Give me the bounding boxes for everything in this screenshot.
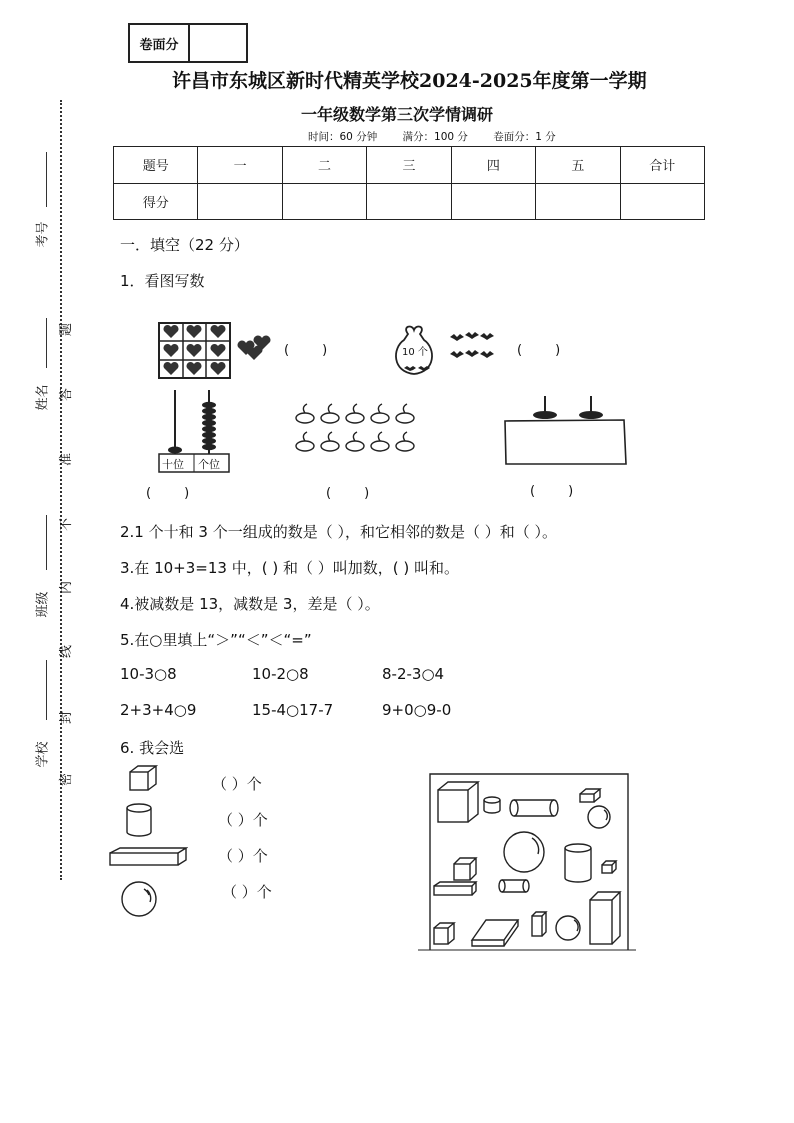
table-cell: 合计 (620, 147, 704, 184)
compare-item[interactable]: 9+0○9-0 (382, 701, 452, 719)
xingming-label: 姓名 (35, 384, 51, 411)
cylinder-count-blank[interactable]: （ ）个 (218, 811, 268, 829)
score-table-score-row (114, 183, 705, 220)
question-1: 1．看图写数 (120, 272, 205, 290)
counting-frame-picture (500, 388, 630, 468)
question-5: 5.在○里填上“＞”“＜”＜“=” (120, 631, 312, 649)
banji-line (46, 515, 47, 570)
seal-char: 准 (59, 452, 75, 467)
question-2: 2.1 个十和 3 个一组成的数是（ ），和它相邻的数是（ ）和（ ）。 (120, 523, 558, 541)
xingming-line (46, 318, 47, 368)
score-table-header-row (114, 147, 705, 184)
score-blank[interactable] (367, 183, 451, 220)
answer-blank-balloons[interactable]: ( ) (326, 486, 370, 501)
kaohao-line (46, 152, 47, 207)
compare-item[interactable]: 8-2-3○4 (382, 665, 445, 683)
table-cell: 一 (198, 147, 282, 184)
exam-subtitle: 一年级数学第三次学情调研 (300, 105, 493, 124)
table-cell: 五 (536, 147, 620, 184)
abacus-ones-label: 个位 (198, 458, 220, 471)
abacus-tens-label: 十位 (162, 458, 184, 471)
seal-char: 题 (59, 322, 75, 337)
seal-char: 不 (59, 517, 75, 532)
exam-full-score: 满分：100 分 (402, 131, 468, 143)
xuexiao-label: 学校 (35, 741, 51, 768)
score-blank[interactable] (282, 183, 366, 220)
hearts-picture (158, 320, 278, 380)
answer-blank-frame[interactable]: ( ) (530, 484, 574, 499)
neatness-score-blank[interactable] (190, 25, 246, 61)
seal-char: 密 (59, 772, 75, 787)
table-cell: 三 (367, 147, 451, 184)
sphere-count-blank[interactable]: （ ）个 (222, 883, 272, 901)
xuexiao-line (46, 660, 47, 720)
exam-neat-score: 卷面分：1 分 (493, 131, 556, 143)
table-cell: 得分 (114, 183, 198, 220)
shapes-collection-picture (416, 770, 638, 952)
score-blank[interactable] (536, 183, 620, 220)
score-blank[interactable] (198, 183, 282, 220)
neatness-score-box (128, 23, 248, 63)
kaohao-label: 考号 (35, 221, 51, 248)
answer-blank-hearts[interactable]: ( ) (284, 343, 328, 358)
bag-label: 10 个 (402, 347, 428, 358)
answer-blank-bats[interactable]: ( ) (517, 343, 561, 358)
question-6: 6. 我会选 (120, 739, 185, 757)
cuboid-icon (108, 846, 188, 868)
cube-count-blank[interactable]: （ ）个 (212, 775, 262, 793)
seal-char: 答 (59, 387, 75, 402)
score-table (113, 146, 705, 220)
seal-char: 内 (59, 580, 75, 595)
cylinder-icon (124, 802, 156, 838)
score-blank[interactable] (620, 183, 704, 220)
compare-item[interactable]: 2+3+4○9 (120, 701, 197, 719)
exam-title: 许昌市东城区新时代精英学校2024-2025年度第一学期 (172, 70, 647, 92)
exam-time: 时间：60 分钟 (308, 131, 378, 143)
question-4: 4.被减数是 13，减数是 3，差是（ ）。 (120, 595, 380, 613)
table-cell: 四 (451, 147, 535, 184)
compare-item[interactable]: 10-3○8 (120, 665, 177, 683)
neatness-score-label: 卷面分 (130, 25, 190, 61)
score-blank[interactable] (451, 183, 535, 220)
seal-dotted-line (60, 100, 62, 880)
balloons-picture (295, 402, 425, 457)
answer-blank-abacus[interactable]: ( ) (146, 486, 190, 501)
compare-item[interactable]: 15-4○17-7 (252, 701, 334, 719)
table-cell: 题号 (114, 147, 198, 184)
banji-label: 班级 (35, 591, 51, 618)
exam-meta (308, 129, 578, 144)
sphere-icon (120, 880, 158, 918)
seal-char: 线 (59, 644, 75, 659)
compare-item[interactable]: 10-2○8 (252, 665, 309, 683)
seal-char: 封 (59, 710, 75, 725)
cuboid-count-blank[interactable]: （ ）个 (218, 847, 268, 865)
cube-icon (128, 764, 158, 794)
table-cell: 二 (282, 147, 366, 184)
question-3: 3.在 10+3=13 中，( ) 和（ ）叫加数，( ) 叫和。 (120, 559, 459, 577)
section-1-title: 一．填空（22 分） (120, 236, 249, 254)
